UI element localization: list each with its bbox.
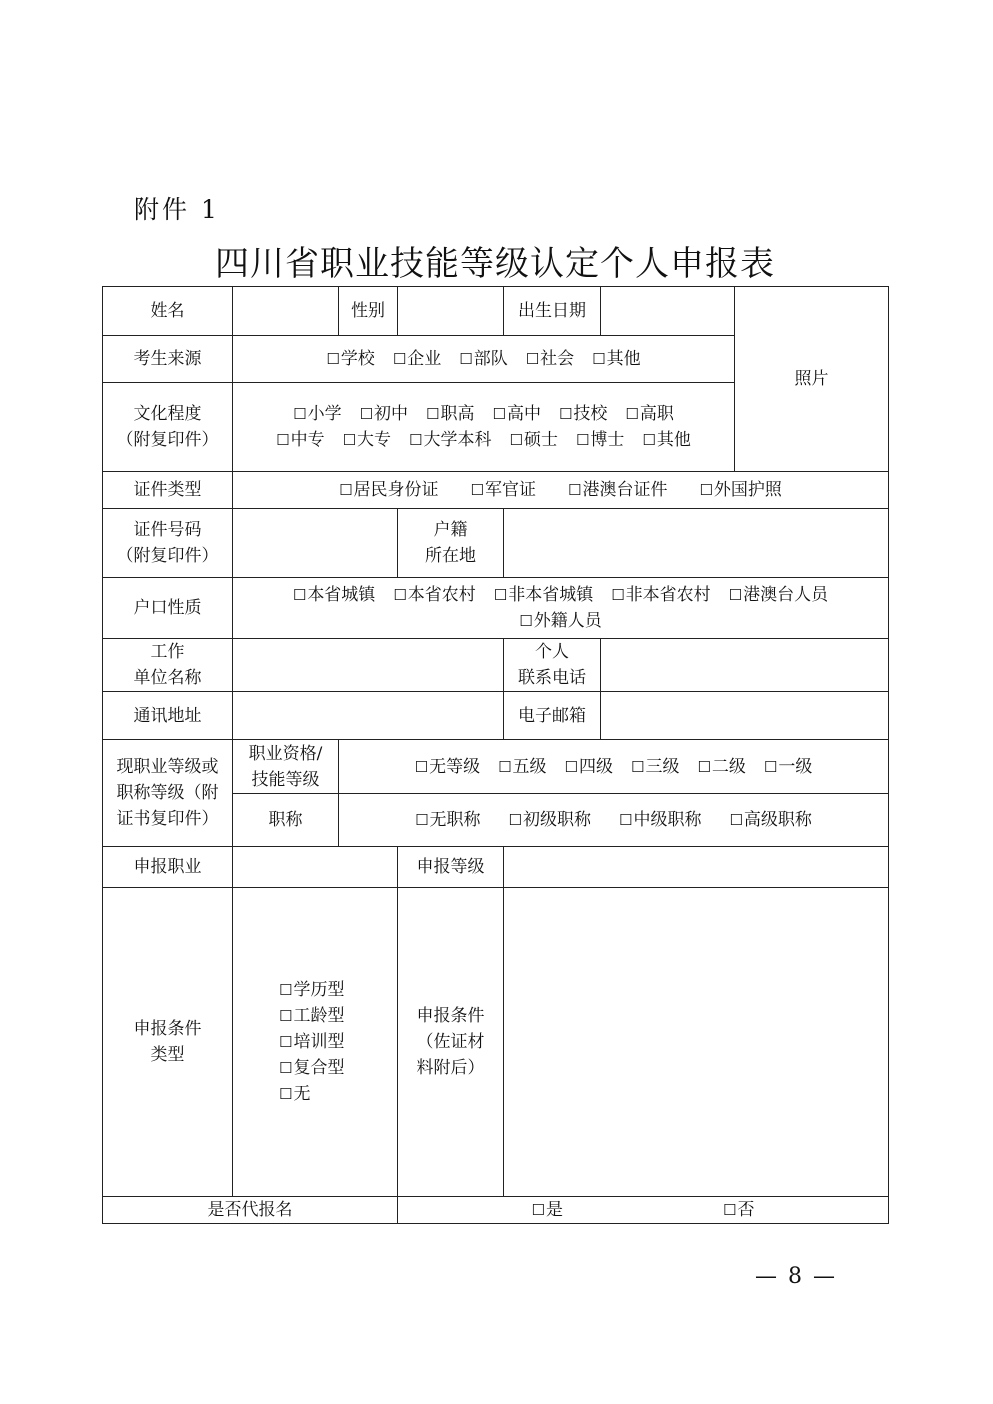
checkbox-option[interactable]	[409, 430, 491, 450]
name-label: 姓名	[103, 287, 233, 336]
checkbox-label: 高职	[639, 404, 674, 424]
checkbox-label: 企业	[407, 349, 442, 369]
checkbox-icon[interactable]: ☐	[293, 405, 307, 423]
checkbox-label: 本省农村	[407, 585, 476, 605]
employer-label: 工作 单位名称	[103, 639, 233, 692]
checkbox-label: 中专	[290, 430, 325, 450]
checkbox-icon[interactable]: ☐	[279, 1007, 293, 1025]
checkbox-label: 二级	[711, 756, 746, 777]
checkbox-label: 其他	[656, 430, 691, 450]
birth-date-field[interactable]	[601, 287, 735, 336]
source-label: 考生来源	[103, 336, 233, 383]
email-label: 电子邮箱	[504, 692, 601, 740]
checkbox-label: 学校	[340, 349, 375, 369]
phone-field[interactable]	[601, 639, 889, 692]
address-label: 通讯地址	[103, 692, 233, 740]
apply-occupation-field[interactable]	[233, 847, 398, 888]
checkbox-option[interactable]	[565, 757, 613, 777]
checkbox-option[interactable]	[415, 757, 480, 777]
checkbox-icon[interactable]: ☐	[409, 431, 423, 449]
checkbox-icon[interactable]: ☐	[339, 481, 353, 499]
checkbox-option[interactable]	[279, 977, 397, 1003]
checkbox-icon[interactable]: ☐	[342, 431, 357, 449]
checkbox-option[interactable]	[415, 810, 480, 830]
checkbox-icon[interactable]: ☐	[292, 586, 307, 604]
checkbox-label: 一级	[778, 756, 813, 777]
id-number-label: 证件号码 （附复印件）	[103, 509, 233, 578]
checkbox-icon[interactable]: ☐	[723, 1201, 737, 1219]
gender-label: 性别	[339, 287, 398, 336]
conditions-field[interactable]	[504, 888, 889, 1197]
checkbox-option[interactable]	[293, 585, 375, 605]
checkbox-label: 是	[546, 1200, 563, 1220]
checkbox-option[interactable]	[510, 430, 558, 450]
checkbox-option[interactable]	[697, 757, 745, 777]
checkbox-option[interactable]	[471, 480, 536, 500]
checkbox-label: 初中	[374, 404, 409, 424]
checkbox-option[interactable]	[498, 757, 546, 777]
address-field[interactable]	[233, 692, 504, 740]
checkbox-icon[interactable]: ☐	[625, 405, 639, 423]
checkbox-icon[interactable]: ☐	[728, 586, 743, 604]
checkbox-label: 其他	[606, 349, 641, 369]
checkbox-label: 大专	[357, 430, 392, 450]
checkbox-option[interactable]	[699, 480, 781, 500]
checkbox-option[interactable]	[532, 1200, 563, 1220]
checkbox-option[interactable]	[360, 404, 408, 424]
checkbox-label: 港澳台证件	[582, 480, 668, 500]
education-options	[233, 383, 735, 472]
checkbox-label: 非本省农村	[625, 585, 711, 605]
checkbox-label: 学历型	[293, 980, 345, 1000]
checkbox-option[interactable]	[326, 349, 374, 369]
checkbox-label: 技校	[573, 404, 608, 424]
checkbox-icon[interactable]: ☐	[279, 1033, 293, 1051]
condition-type-options	[233, 888, 398, 1197]
checkbox-option[interactable]	[611, 585, 710, 605]
employer-field[interactable]	[233, 639, 504, 692]
checkbox-icon[interactable]: ☐	[279, 1059, 293, 1077]
checkbox-option[interactable]	[279, 1081, 397, 1107]
checkbox-icon[interactable]: ☐	[729, 811, 743, 829]
checkbox-option[interactable]	[576, 430, 624, 450]
checkbox-icon[interactable]: ☐	[279, 1085, 293, 1103]
checkbox-label: 社会	[540, 349, 575, 369]
checkbox-option[interactable]	[592, 349, 640, 369]
checkbox-option[interactable]	[494, 585, 593, 605]
checkbox-icon[interactable]: ☐	[493, 586, 508, 604]
checkbox-label: 无	[293, 1084, 311, 1104]
phone-label: 个人 联系电话	[504, 639, 601, 692]
checkbox-icon[interactable]: ☐	[492, 405, 506, 423]
household-field[interactable]	[504, 509, 889, 578]
checkbox-label: 外国护照	[713, 480, 782, 500]
checkbox-label: 大学本科	[423, 430, 492, 450]
proxy-label: 是否代报名	[103, 1197, 398, 1224]
checkbox-icon[interactable]: ☐	[525, 350, 540, 368]
checkbox-option[interactable]	[526, 349, 574, 369]
checkbox-label: 居民身份证	[353, 480, 439, 500]
attachment-label: 附件 1	[134, 195, 220, 224]
checkbox-label: 职高	[440, 404, 475, 424]
qualification-options	[339, 740, 889, 794]
checkbox-label: 初级职称	[523, 810, 591, 830]
form-title: 四川省职业技能等级认定个人申报表	[215, 244, 775, 284]
hukou-type-label: 户口性质	[103, 578, 233, 639]
checkbox-label: 本省城镇	[307, 585, 376, 605]
checkbox-icon[interactable]: ☐	[359, 405, 374, 423]
checkbox-option[interactable]	[279, 1029, 397, 1055]
education-label: 文化程度 （附复印件）	[103, 383, 233, 472]
email-field[interactable]	[601, 692, 889, 740]
name-field[interactable]	[233, 287, 339, 336]
checkbox-label: 复合型	[293, 1058, 345, 1078]
checkbox-option[interactable]	[559, 404, 607, 424]
checkbox-label: 部队	[473, 349, 508, 369]
checkbox-icon[interactable]: ☐	[426, 405, 440, 423]
checkbox-label: 否	[737, 1200, 755, 1220]
checkbox-label: 非本省城镇	[508, 585, 594, 605]
apply-level-label: 申报等级	[398, 847, 504, 888]
checkbox-label: 培训型	[293, 1032, 345, 1052]
checkbox-label: 外籍人员	[533, 611, 602, 631]
conditions-label: 申报条件 （佐证材 料附后）	[398, 888, 504, 1197]
title-rank-options	[339, 794, 889, 847]
checkbox-icon[interactable]: ☐	[459, 350, 473, 368]
apply-level-field[interactable]	[504, 847, 889, 888]
checkbox-icon[interactable]: ☐	[414, 757, 429, 776]
gender-field[interactable]	[398, 287, 504, 336]
photo-label: 照片	[794, 369, 829, 389]
checkbox-option[interactable]	[393, 349, 441, 369]
hukou-type-options	[233, 578, 889, 639]
apply-occupation-label: 申报职业	[103, 847, 233, 888]
birth-date-label: 出生日期	[504, 287, 601, 336]
checkbox-label: 五级	[512, 756, 547, 777]
checkbox-label: 博士	[590, 430, 625, 450]
checkbox-icon[interactable]: ☐	[631, 757, 645, 776]
checkbox-icon[interactable]: ☐	[509, 431, 523, 449]
checkbox-icon[interactable]: ☐	[498, 757, 512, 776]
checkbox-icon[interactable]: ☐	[393, 586, 407, 604]
checkbox-icon[interactable]: ☐	[531, 1201, 545, 1219]
household-label: 户籍 所在地	[398, 509, 504, 578]
id-type-options	[233, 472, 889, 509]
photo-box[interactable]	[735, 287, 889, 472]
checkbox-label: 军官证	[485, 480, 536, 500]
checkbox-icon[interactable]: ☐	[415, 811, 429, 829]
checkbox-option[interactable]	[519, 611, 601, 631]
checkbox-icon[interactable]: ☐	[326, 350, 340, 368]
checkbox-option[interactable]	[426, 404, 474, 424]
checkbox-icon[interactable]: ☐	[519, 612, 533, 630]
checkbox-option[interactable]	[279, 1055, 397, 1081]
checkbox-icon[interactable]: ☐	[575, 431, 590, 449]
checkbox-option[interactable]	[631, 757, 679, 777]
checkbox-label: 小学	[307, 404, 342, 424]
current-level-label: 现职业等级或 职称等级（附 证书复印件）	[103, 740, 233, 847]
proxy-options	[398, 1197, 889, 1224]
checkbox-option[interactable]	[339, 480, 438, 500]
checkbox-option[interactable]	[764, 757, 812, 777]
checkbox-icon[interactable]: ☐	[763, 757, 778, 776]
checkbox-icon[interactable]: ☐	[611, 586, 625, 604]
checkbox-icon[interactable]: ☐	[564, 757, 578, 776]
checkbox-label: 中级职称	[633, 810, 702, 830]
checkbox-label: 工龄型	[293, 1006, 345, 1026]
checkbox-icon[interactable]: ☐	[508, 811, 522, 829]
checkbox-icon[interactable]: ☐	[392, 350, 407, 368]
checkbox-icon[interactable]: ☐	[470, 481, 484, 499]
checkbox-label: 三级	[645, 756, 680, 777]
checkbox-label: 无职称	[429, 810, 481, 830]
checkbox-option[interactable]	[459, 349, 507, 369]
checkbox-option[interactable]	[279, 1003, 397, 1029]
checkbox-option[interactable]	[729, 585, 828, 605]
checkbox-icon[interactable]: ☐	[619, 811, 633, 829]
checkbox-label: 四级	[579, 756, 613, 777]
checkbox-option[interactable]	[393, 585, 475, 605]
checkbox-icon[interactable]: ☐	[642, 431, 656, 449]
checkbox-icon[interactable]: ☐	[276, 431, 290, 449]
checkbox-icon[interactable]: ☐	[279, 981, 293, 999]
page-number: — 8 —	[755, 1264, 837, 1289]
checkbox-icon[interactable]: ☐	[592, 350, 606, 368]
checkbox-option[interactable]	[642, 430, 690, 450]
condition-type-label: 申报条件 类型	[103, 888, 233, 1197]
checkbox-label: 高中	[506, 404, 541, 424]
checkbox-label: 无等级	[429, 756, 481, 777]
checkbox-label: 硕士	[523, 430, 558, 450]
checkbox-icon[interactable]: ☐	[568, 481, 582, 499]
checkbox-option[interactable]	[509, 810, 591, 830]
qualification-label: 职业资格/ 技能等级	[233, 740, 339, 794]
title-rank-label: 职称	[233, 794, 339, 847]
source-options	[233, 336, 735, 383]
id-number-field[interactable]	[233, 509, 398, 578]
checkbox-label: 港澳台人员	[743, 585, 829, 605]
checkbox-option[interactable]	[293, 404, 341, 424]
checkbox-option[interactable]	[723, 1200, 754, 1220]
checkbox-option[interactable]	[619, 810, 701, 830]
checkbox-icon[interactable]: ☐	[697, 757, 711, 776]
checkbox-option[interactable]	[276, 430, 324, 450]
checkbox-icon[interactable]: ☐	[699, 481, 713, 499]
checkbox-option[interactable]	[568, 480, 667, 500]
checkbox-option[interactable]	[729, 810, 811, 830]
checkbox-icon[interactable]: ☐	[558, 405, 573, 423]
checkbox-option[interactable]	[625, 404, 673, 424]
checkbox-label: 高级职称	[743, 810, 812, 830]
checkbox-option[interactable]	[493, 404, 541, 424]
application-form-table	[102, 286, 889, 1224]
checkbox-option[interactable]	[343, 430, 391, 450]
id-type-label: 证件类型	[103, 472, 233, 509]
